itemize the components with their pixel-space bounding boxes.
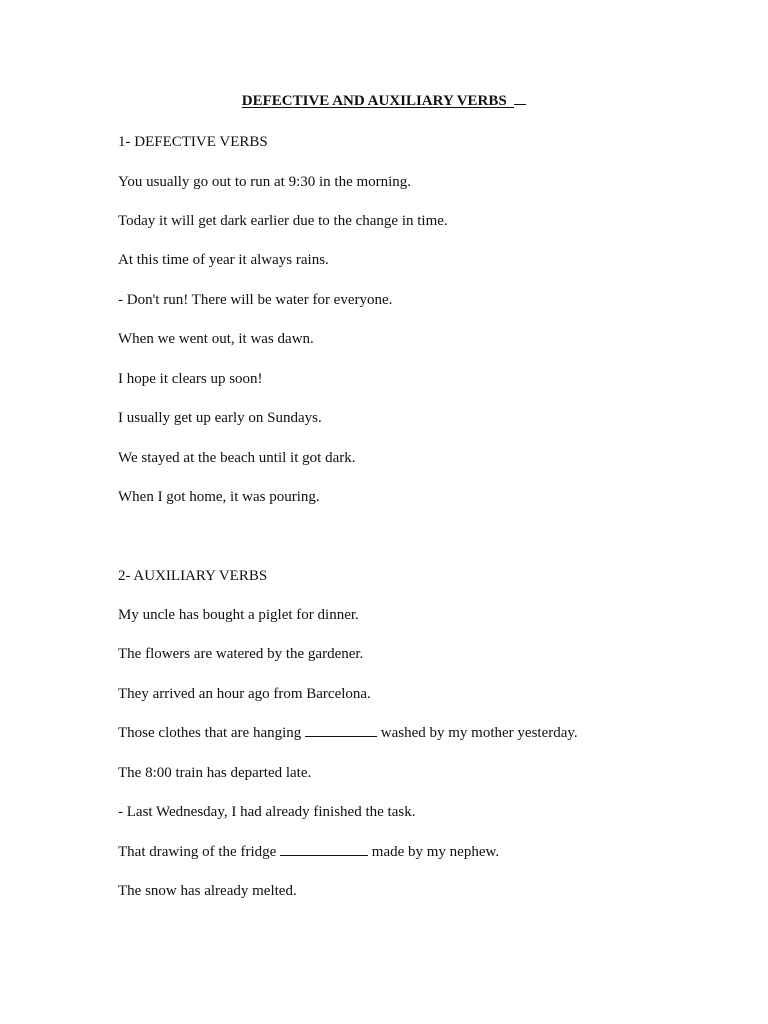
sentence-2-2: The flowers are watered by the gardener. bbox=[118, 646, 364, 662]
sentence-2-7-after: made by my nephew. bbox=[371, 844, 500, 860]
sentence-1-7: I usually get up early on Sundays. bbox=[118, 410, 322, 426]
sentence-1-9: When I got home, it was pouring. bbox=[118, 489, 320, 505]
sentence-1-3: At this time of year it always rains. bbox=[118, 252, 329, 268]
sentence-2-7 bbox=[118, 843, 499, 861]
sentence-2-5: The 8:00 train has departed late. bbox=[118, 765, 312, 781]
sentence-1-5: When we went out, it was dawn. bbox=[118, 331, 314, 347]
sentence-1-4: - Don't run! There will be water for everyone. bbox=[118, 292, 393, 308]
answer-blank-2[interactable] bbox=[280, 843, 368, 856]
sentence-2-7-before: That drawing of the fridge bbox=[118, 844, 277, 860]
page-title bbox=[0, 92, 768, 110]
section-2-heading: 2- AUXILIARY VERBS bbox=[118, 568, 268, 584]
sentence-2-3: They arrived an hour ago from Barcelona. bbox=[118, 686, 371, 702]
title-underline-tail bbox=[514, 92, 526, 105]
sentence-2-4-after: washed by my mother yesterday. bbox=[380, 725, 578, 741]
sentence-1-8: We stayed at the beach until it got dark. bbox=[118, 450, 356, 466]
section-1-heading: 1- DEFECTIVE VERBS bbox=[118, 134, 268, 150]
sentence-2-1: My uncle has bought a piglet for dinner. bbox=[118, 607, 359, 623]
answer-blank-1[interactable] bbox=[305, 724, 377, 737]
sentence-2-8: The snow has already melted. bbox=[118, 883, 297, 899]
title-text: DEFECTIVE AND AUXILIARY VERBS bbox=[241, 93, 507, 109]
sentence-2-4-before: Those clothes that are hanging bbox=[118, 725, 302, 741]
sentence-2-4 bbox=[118, 724, 578, 742]
sentence-1-1: You usually go out to run at 9:30 in the morning. bbox=[118, 174, 412, 190]
sentence-1-2: Today it will get dark earlier due to the change in time. bbox=[118, 213, 448, 229]
sentence-2-6: - Last Wednesday, I had already finished the task. bbox=[118, 804, 416, 820]
sentence-1-6: I hope it clears up soon! bbox=[118, 371, 263, 387]
